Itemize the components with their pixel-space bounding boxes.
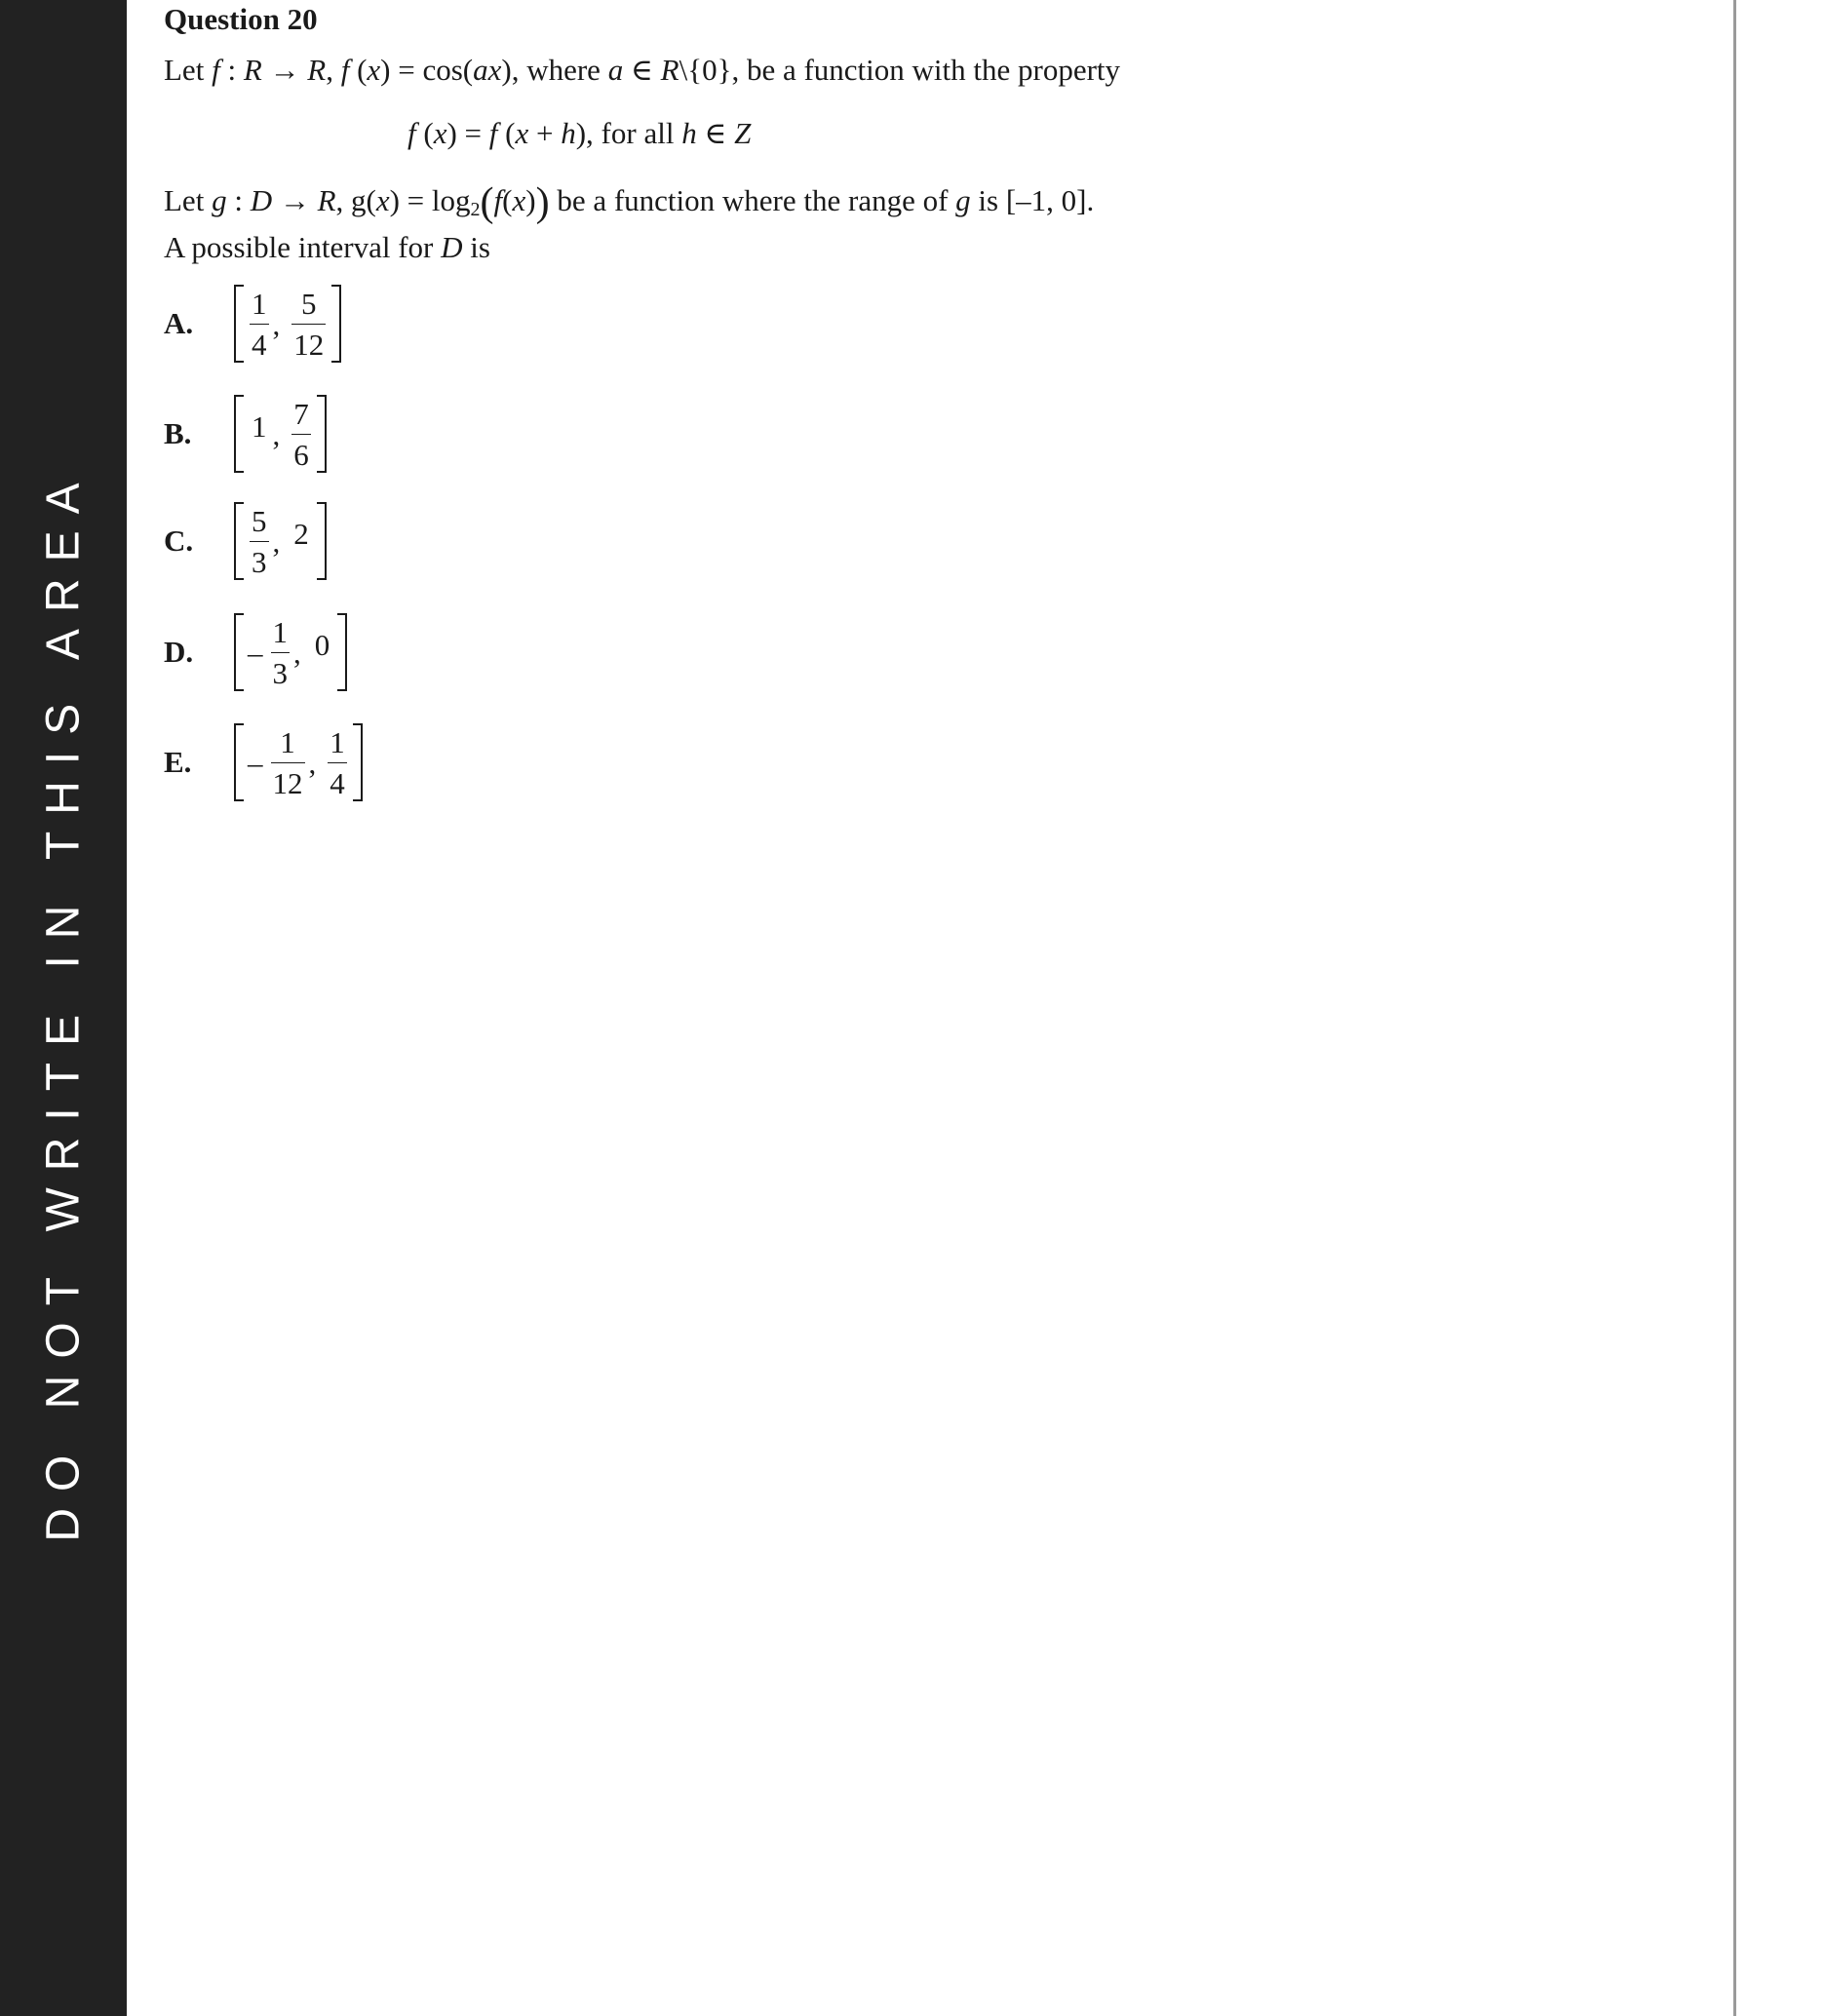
separator: , bbox=[293, 635, 301, 670]
log-base: 2 bbox=[470, 199, 481, 220]
fraction-bar bbox=[250, 541, 269, 542]
bracket-right bbox=[317, 395, 327, 473]
text: ( bbox=[415, 116, 434, 150]
var-g: g bbox=[212, 183, 227, 217]
numerator: 1 bbox=[280, 724, 295, 759]
separator: , bbox=[272, 416, 281, 451]
bracket-left bbox=[234, 723, 244, 801]
option-letter: C. bbox=[164, 523, 194, 558]
var-f: f bbox=[407, 116, 416, 150]
fraction-left bbox=[250, 286, 269, 362]
text: ) = log bbox=[389, 183, 471, 217]
question-stem-line-3 bbox=[164, 180, 1095, 225]
var-R: R bbox=[307, 53, 327, 87]
option-letter: A. bbox=[164, 306, 194, 340]
numerator: 1 bbox=[252, 286, 267, 321]
text: ∈ bbox=[696, 116, 735, 150]
denominator: 4 bbox=[252, 327, 267, 362]
fraction-bar bbox=[291, 434, 311, 435]
separator: , bbox=[308, 745, 317, 780]
minus-sign: – bbox=[248, 745, 263, 780]
numerator: 1 bbox=[330, 724, 345, 759]
text: : bbox=[219, 53, 244, 87]
text: ) = cos( bbox=[380, 53, 474, 87]
question-prompt bbox=[164, 230, 490, 265]
fraction-left bbox=[271, 614, 291, 690]
option-letter: D. bbox=[164, 635, 194, 669]
question-title: Question 20 bbox=[164, 2, 318, 36]
fraction-bar bbox=[328, 762, 347, 763]
bracket-right bbox=[337, 613, 347, 691]
text: → bbox=[272, 183, 318, 217]
var-a: a bbox=[607, 53, 624, 87]
var-h: h bbox=[681, 116, 697, 150]
var-R: R bbox=[660, 53, 679, 87]
text: ) bbox=[525, 183, 536, 217]
var-ax: ax bbox=[473, 53, 502, 87]
text: , g( bbox=[335, 183, 376, 217]
var-x: x bbox=[367, 53, 381, 87]
separator: , bbox=[272, 306, 281, 341]
var-D: D bbox=[250, 183, 273, 217]
text: ) = bbox=[446, 116, 489, 150]
fraction-right bbox=[328, 724, 347, 800]
text: ), for all bbox=[575, 116, 682, 150]
text: → bbox=[261, 53, 308, 87]
interval bbox=[234, 723, 363, 801]
separator: , bbox=[272, 523, 281, 559]
fraction-left bbox=[250, 503, 269, 579]
var-Z: Z bbox=[734, 116, 752, 150]
text: ( bbox=[497, 116, 516, 150]
margin-sidebar bbox=[0, 0, 127, 2016]
numerator: 5 bbox=[252, 503, 267, 538]
text: ( bbox=[349, 53, 368, 87]
minus-sign: – bbox=[248, 635, 263, 670]
var-x: x bbox=[375, 183, 390, 217]
var-R: R bbox=[317, 183, 336, 217]
denominator: 3 bbox=[252, 544, 267, 579]
denominator: 12 bbox=[272, 765, 303, 800]
paren-open: ( bbox=[480, 180, 494, 225]
var-h: h bbox=[561, 116, 576, 150]
var-g: g bbox=[955, 183, 971, 217]
fraction-bar bbox=[271, 762, 305, 763]
denominator: 6 bbox=[293, 437, 309, 472]
fraction-right bbox=[291, 396, 311, 472]
right-margin-rule bbox=[1733, 0, 1736, 2016]
interval bbox=[234, 395, 327, 473]
bracket-left bbox=[234, 502, 244, 580]
fraction-left bbox=[271, 724, 305, 800]
paren-close: ) bbox=[535, 180, 550, 225]
periodicity-equation bbox=[407, 116, 751, 151]
fraction-bar bbox=[291, 324, 326, 325]
fraction-bar bbox=[271, 652, 291, 653]
text: \{0}, be a function with the property bbox=[679, 53, 1121, 87]
bracket-right bbox=[353, 723, 363, 801]
var-D: D bbox=[441, 230, 463, 264]
var-f: f bbox=[493, 183, 503, 217]
text: Let bbox=[164, 53, 213, 87]
text: ), where bbox=[501, 53, 608, 87]
var-x: x bbox=[512, 183, 526, 217]
numerator: 1 bbox=[272, 614, 288, 649]
fraction-bar bbox=[250, 324, 269, 325]
interval bbox=[234, 613, 347, 691]
text: is bbox=[462, 230, 490, 264]
text: be a function where the range of bbox=[549, 183, 956, 217]
text: : bbox=[226, 183, 251, 217]
var-x: x bbox=[515, 116, 529, 150]
text: + bbox=[528, 116, 562, 150]
text: Let bbox=[164, 183, 213, 217]
option-letter: B. bbox=[164, 416, 192, 450]
bracket-left bbox=[234, 395, 244, 473]
bracket-left bbox=[234, 285, 244, 363]
interval bbox=[234, 285, 341, 363]
fraction-right bbox=[291, 286, 326, 362]
value-right: 2 bbox=[293, 516, 309, 551]
bracket-left bbox=[234, 613, 244, 691]
text: ∈ bbox=[623, 53, 661, 87]
bracket-right bbox=[331, 285, 341, 363]
value-right: 0 bbox=[314, 627, 330, 662]
denominator: 3 bbox=[272, 655, 288, 690]
var-x: x bbox=[433, 116, 447, 150]
text: , bbox=[326, 53, 341, 87]
denominator: 12 bbox=[293, 327, 325, 362]
var-f: f bbox=[340, 53, 350, 87]
var-f: f bbox=[488, 116, 498, 150]
option-letter: E. bbox=[164, 745, 192, 779]
numerator: 7 bbox=[293, 396, 309, 431]
bracket-right bbox=[317, 502, 327, 580]
var-f: f bbox=[212, 53, 220, 87]
numerator: 5 bbox=[301, 286, 317, 321]
question-stem-line-1 bbox=[164, 53, 1120, 88]
interval bbox=[234, 502, 327, 580]
var-R: R bbox=[243, 53, 262, 87]
do-not-write-notice: DO NOT WRITE IN THIS AREA bbox=[37, 466, 90, 1542]
text: ( bbox=[502, 183, 513, 217]
denominator: 4 bbox=[330, 765, 345, 800]
text: is [–1, 0]. bbox=[970, 183, 1095, 217]
text: A possible interval for bbox=[164, 230, 442, 264]
value-left: 1 bbox=[252, 408, 267, 444]
